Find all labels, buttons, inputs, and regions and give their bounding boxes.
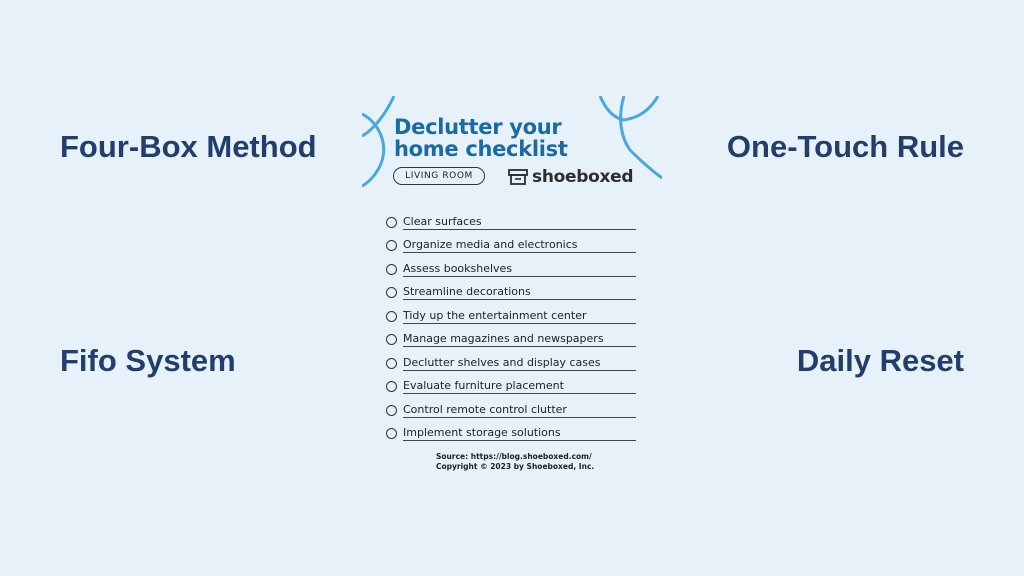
checkbox-circle-icon — [386, 240, 397, 251]
title-line-2: home checklist — [394, 137, 568, 161]
list-item — [386, 253, 636, 277]
copyright-text: Copyright © 2023 by Shoeboxed, Inc. — [436, 462, 595, 471]
checkbox-circle-icon — [386, 405, 397, 416]
list-item — [386, 300, 636, 324]
item-text: Organize media and electronics — [403, 238, 636, 253]
item-text: Implement storage solutions — [403, 426, 636, 441]
source-url: Source: https://blog.shoeboxed.com/ — [436, 452, 592, 461]
source-credit — [436, 452, 594, 472]
checkbox-circle-icon — [386, 334, 397, 345]
item-text: Declutter shelves and display cases — [403, 356, 636, 371]
item-text: Streamline decorations — [403, 285, 636, 300]
checkbox-circle-icon — [386, 287, 397, 298]
item-text: Evaluate furniture placement — [403, 379, 636, 394]
checkbox-circle-icon — [386, 381, 397, 392]
checklist-title — [394, 116, 568, 160]
box-icon — [508, 169, 528, 185]
list-item — [386, 418, 636, 442]
checkbox-circle-icon — [386, 264, 397, 275]
list-item — [386, 347, 636, 371]
four-box-method-label: Four-Box Method — [60, 129, 317, 164]
checkbox-circle-icon — [386, 311, 397, 322]
checkbox-circle-icon — [386, 358, 397, 369]
fifo-system-label: Fifo System — [60, 343, 236, 378]
list-item — [386, 277, 636, 301]
title-line-1: Declutter your — [394, 115, 562, 139]
daily-reset-label: Daily Reset — [796, 343, 964, 378]
checkbox-circle-icon — [386, 428, 397, 439]
item-text: Manage magazines and newspapers — [403, 332, 636, 347]
list-item — [386, 371, 636, 395]
one-touch-rule-label: One-Touch Rule — [726, 129, 964, 164]
brand-name: shoeboxed — [532, 167, 634, 187]
room-badge: LIVING ROOM — [393, 167, 485, 185]
checklist-items — [386, 206, 636, 441]
item-text: Assess bookshelves — [403, 262, 636, 277]
declutter-checklist-image — [362, 96, 662, 481]
brand-logo — [508, 167, 633, 187]
list-item — [386, 206, 636, 230]
item-text: Tidy up the entertainment center — [403, 309, 636, 324]
list-item — [386, 230, 636, 254]
list-item — [386, 324, 636, 348]
list-item — [386, 394, 636, 418]
item-text: Clear surfaces — [403, 215, 636, 230]
item-text: Control remote control clutter — [403, 403, 636, 418]
checkbox-circle-icon — [386, 217, 397, 228]
